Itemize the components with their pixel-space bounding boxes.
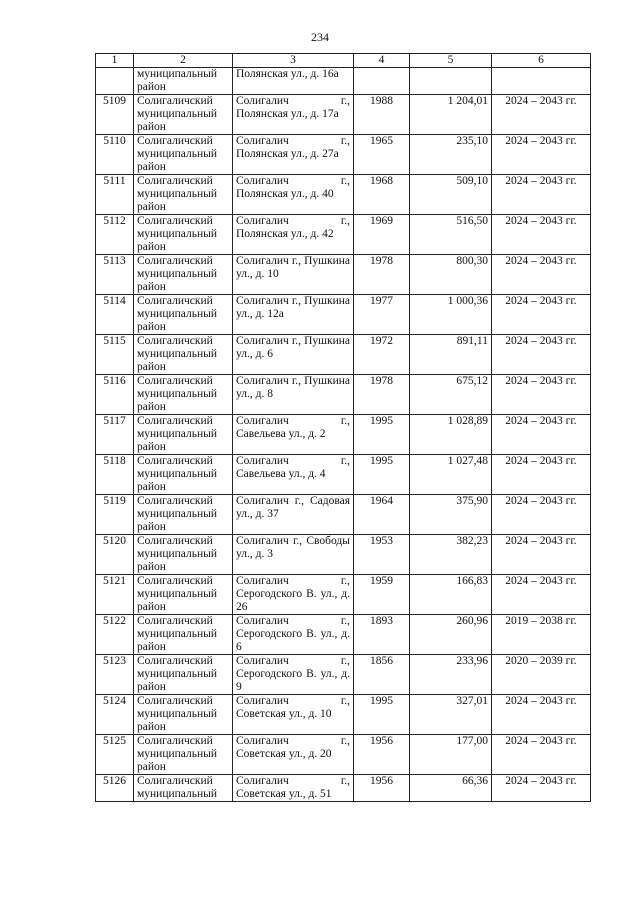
period-cell: 2024 – 2043 гг. (492, 775, 591, 802)
row-number-cell: 5115 (96, 335, 134, 375)
address-cell: Солигалич г., Пушкина ул., д. 12а (233, 295, 354, 335)
address-cell: Полянская ул., д. 16а (233, 68, 354, 95)
district-cell: Солигаличский муниципальный (134, 775, 233, 802)
year-cell (354, 68, 410, 95)
period-cell: 2024 – 2043 гг. (492, 175, 591, 215)
period-cell: 2024 – 2043 гг. (492, 415, 591, 455)
column-header: 1 (96, 54, 134, 68)
table-row (96, 615, 591, 655)
table-row (96, 375, 591, 415)
period-cell: 2024 – 2043 гг. (492, 135, 591, 175)
period-cell: 2024 – 2043 гг. (492, 695, 591, 735)
row-number-cell: 5110 (96, 135, 134, 175)
area-cell: 233,96 (410, 655, 492, 695)
address-cell: Солигалич г., Пушкина ул., д. 8 (233, 375, 354, 415)
area-cell: 891,11 (410, 335, 492, 375)
row-number-cell: 5113 (96, 255, 134, 295)
table-row (96, 735, 591, 775)
row-number-cell: 5123 (96, 655, 134, 695)
column-header: 3 (233, 54, 354, 68)
area-cell: 509,10 (410, 175, 492, 215)
area-cell: 235,10 (410, 135, 492, 175)
address-cell: Солигалич г., Савельева ул., д. 2 (233, 415, 354, 455)
year-cell: 1995 (354, 455, 410, 495)
row-number-cell: 5120 (96, 535, 134, 575)
row-number-cell: 5114 (96, 295, 134, 335)
district-cell: Солигаличский муниципальный район (134, 415, 233, 455)
area-cell: 800,30 (410, 255, 492, 295)
district-cell: Солигаличский муниципальный район (134, 495, 233, 535)
address-cell: Солигалич г., Садовая ул., д. 37 (233, 495, 354, 535)
year-cell: 1964 (354, 495, 410, 535)
table-row (96, 135, 591, 175)
year-cell: 1956 (354, 735, 410, 775)
row-number-cell: 5119 (96, 495, 134, 535)
address-cell: Солигалич г., Полянская ул., д. 40 (233, 175, 354, 215)
district-cell: Солигаличский муниципальный район (134, 375, 233, 415)
address-cell: Солигалич г., Свободы ул., д. 3 (233, 535, 354, 575)
table-row (96, 535, 591, 575)
area-cell: 675,12 (410, 375, 492, 415)
year-cell: 1965 (354, 135, 410, 175)
area-cell: 260,96 (410, 615, 492, 655)
table-row (96, 95, 591, 135)
period-cell: 2024 – 2043 гг. (492, 495, 591, 535)
year-cell: 1956 (354, 775, 410, 802)
period-cell: 2024 – 2043 гг. (492, 335, 591, 375)
table-row (96, 695, 591, 735)
address-cell: Солигалич г., Савельева ул., д. 4 (233, 455, 354, 495)
period-cell: 2020 – 2039 гг. (492, 655, 591, 695)
period-cell: 2024 – 2043 гг. (492, 575, 591, 615)
year-cell: 1969 (354, 215, 410, 255)
area-cell: 1 028,89 (410, 415, 492, 455)
area-cell: 327,01 (410, 695, 492, 735)
table-row (96, 775, 591, 802)
address-cell: Солигалич г., Полянская ул., д. 42 (233, 215, 354, 255)
district-cell: Солигаличский муниципальный район (134, 135, 233, 175)
period-cell: 2024 – 2043 гг. (492, 95, 591, 135)
row-number-cell: 5126 (96, 775, 134, 802)
year-cell: 1995 (354, 415, 410, 455)
district-cell: Солигаличский муниципальный район (134, 575, 233, 615)
address-cell: Солигалич г., Пушкина ул., д. 10 (233, 255, 354, 295)
address-cell: Солигалич г., Советская ул., д. 20 (233, 735, 354, 775)
district-cell: Солигаличский муниципальный район (134, 295, 233, 335)
year-cell: 1978 (354, 375, 410, 415)
area-cell: 166,83 (410, 575, 492, 615)
page-number: 234 (311, 30, 329, 44)
row-number-cell: 5124 (96, 695, 134, 735)
area-cell: 66,36 (410, 775, 492, 802)
table-row (96, 255, 591, 295)
address-cell: Солигалич г., Пушкина ул., д. 6 (233, 335, 354, 375)
district-cell: муниципальный район (134, 68, 233, 95)
period-cell: 2024 – 2043 гг. (492, 375, 591, 415)
area-cell: 1 027,48 (410, 455, 492, 495)
district-cell: Солигаличский муниципальный район (134, 615, 233, 655)
row-number-cell: 5117 (96, 415, 134, 455)
row-number-cell (96, 68, 134, 95)
area-cell: 1 204,01 (410, 95, 492, 135)
address-cell: Солигалич г., Серогодского В. ул., д. 26 (233, 575, 354, 615)
column-header: 6 (492, 54, 591, 68)
period-cell: 2019 – 2038 гг. (492, 615, 591, 655)
row-number-cell: 5125 (96, 735, 134, 775)
area-cell: 382,23 (410, 535, 492, 575)
column-header: 5 (410, 54, 492, 68)
period-cell: 2024 – 2043 гг. (492, 735, 591, 775)
row-number-cell: 5118 (96, 455, 134, 495)
row-number-cell: 5112 (96, 215, 134, 255)
table-row (96, 575, 591, 615)
area-cell: 1 000,36 (410, 295, 492, 335)
district-cell: Солигаличский муниципальный район (134, 95, 233, 135)
year-cell: 1978 (354, 255, 410, 295)
year-cell: 1977 (354, 295, 410, 335)
address-cell: Солигалич г., Полянская ул., д. 17а (233, 95, 354, 135)
district-cell: Солигаличский муниципальный район (134, 695, 233, 735)
district-cell: Солигаличский муниципальный район (134, 655, 233, 695)
year-cell: 1988 (354, 95, 410, 135)
year-cell: 1972 (354, 335, 410, 375)
table-row (96, 175, 591, 215)
period-cell (492, 68, 591, 95)
area-cell: 177,00 (410, 735, 492, 775)
table-row (96, 415, 591, 455)
row-number-cell: 5121 (96, 575, 134, 615)
address-cell: Солигалич г., Серогодского В. ул., д. 6 (233, 615, 354, 655)
district-cell: Солигаличский муниципальный район (134, 735, 233, 775)
period-cell: 2024 – 2043 гг. (492, 295, 591, 335)
district-cell: Солигаличский муниципальный район (134, 335, 233, 375)
row-number-cell: 5122 (96, 615, 134, 655)
period-cell: 2024 – 2043 гг. (492, 455, 591, 495)
district-cell: Солигаличский муниципальный район (134, 175, 233, 215)
address-cell: Солигалич г., Полянская ул., д. 27а (233, 135, 354, 175)
address-cell: Солигалич г., Советская ул., д. 10 (233, 695, 354, 735)
row-number-cell: 5116 (96, 375, 134, 415)
period-cell: 2024 – 2043 гг. (492, 255, 591, 295)
table-row (96, 655, 591, 695)
column-number-row (96, 54, 591, 68)
year-cell: 1953 (354, 535, 410, 575)
year-cell: 1959 (354, 575, 410, 615)
address-cell: Солигалич г., Советская ул., д. 51 (233, 775, 354, 802)
area-cell: 516,50 (410, 215, 492, 255)
table-row (96, 495, 591, 535)
continuation-row (96, 68, 591, 95)
year-cell: 1995 (354, 695, 410, 735)
table-row (96, 335, 591, 375)
period-cell: 2024 – 2043 гг. (492, 535, 591, 575)
period-cell: 2024 – 2043 гг. (492, 215, 591, 255)
year-cell: 1893 (354, 615, 410, 655)
area-cell: 375,90 (410, 495, 492, 535)
district-cell: Солигаличский муниципальный район (134, 215, 233, 255)
district-cell: Солигаличский муниципальный район (134, 455, 233, 495)
year-cell: 1856 (354, 655, 410, 695)
table-row (96, 455, 591, 495)
district-cell: Солигаличский муниципальный район (134, 255, 233, 295)
table-row (96, 215, 591, 255)
table-row (96, 295, 591, 335)
area-cell (410, 68, 492, 95)
district-cell: Солигаличский муниципальный район (134, 535, 233, 575)
row-number-cell: 5111 (96, 175, 134, 215)
housing-registry-table (95, 53, 591, 802)
address-cell: Солигалич г., Серогодского В. ул., д. 9 (233, 655, 354, 695)
column-header: 2 (134, 54, 233, 68)
column-header: 4 (354, 54, 410, 68)
year-cell: 1968 (354, 175, 410, 215)
row-number-cell: 5109 (96, 95, 134, 135)
